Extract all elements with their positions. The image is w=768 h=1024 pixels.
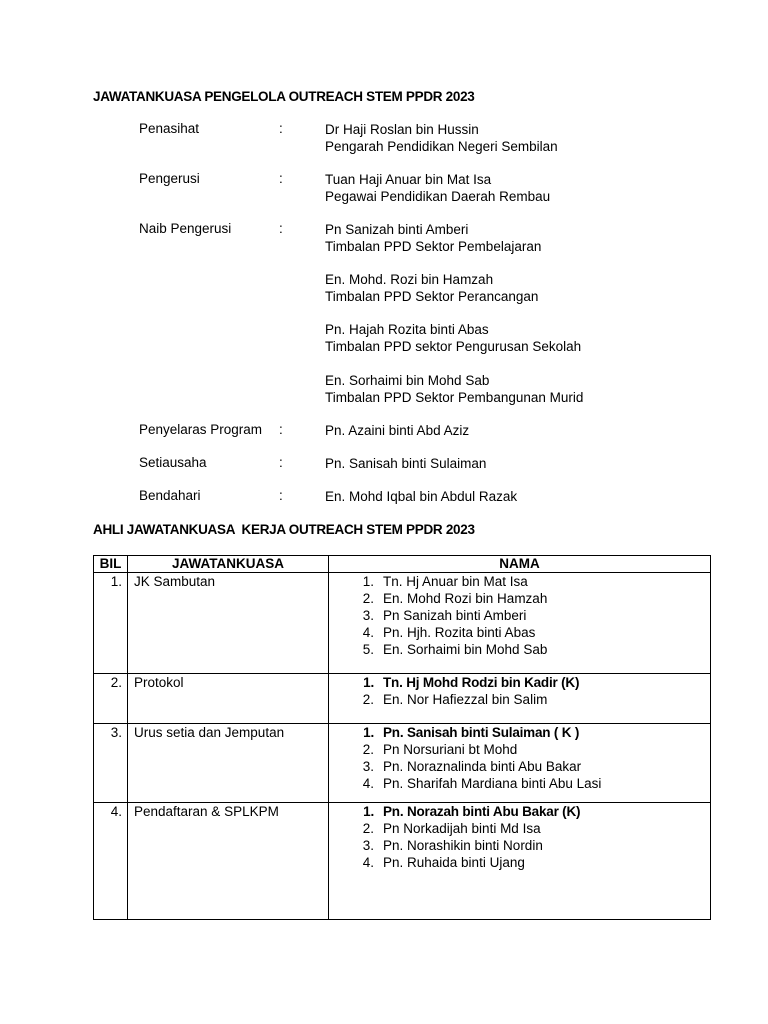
table-title: AHLI JAWATANKUASA KERJA OUTREACH STEM PPDR 2023 xyxy=(93,522,475,537)
list-item xyxy=(329,820,710,837)
role-penyelaras-program: Penyelaras Program xyxy=(139,422,263,437)
person-naib-pengerusi-1 xyxy=(325,221,541,255)
row-members xyxy=(329,573,711,674)
person-penyelaras-program xyxy=(325,422,469,439)
list-item xyxy=(329,641,710,658)
list-item xyxy=(329,724,710,741)
list-item xyxy=(329,775,710,792)
person-naib-pengerusi-4 xyxy=(325,372,583,406)
person-line: Pengarah Pendidikan Negeri Sembilan xyxy=(325,139,558,154)
main-title: JAWATANKUASA PENGELOLA OUTREACH STEM PPDR 2023 xyxy=(93,89,475,104)
list-item xyxy=(329,741,710,758)
member-name: Tn. Hj Anuar bin Mat Isa xyxy=(383,574,528,589)
person-bendahari xyxy=(325,488,517,505)
person-penasihat xyxy=(325,121,558,155)
person-line: Timbalan PPD Sektor Pembelajaran xyxy=(325,239,542,254)
colon-naib-pengerusi: : xyxy=(279,221,283,236)
row-members xyxy=(329,803,711,920)
member-name: En. Sorhaimi bin Mohd Sab xyxy=(383,642,548,657)
member-number: 2. xyxy=(362,821,374,836)
member-name: Pn. Ruhaida binti Ujang xyxy=(383,855,525,870)
list-item xyxy=(329,607,710,624)
member-name: Pn. Noraznalinda binti Abu Bakar xyxy=(383,759,582,774)
list-item xyxy=(329,691,710,708)
role-pengerusi: Pengerusi xyxy=(139,171,200,186)
role-naib-pengerusi: Naib Pengerusi xyxy=(139,221,232,236)
list-item xyxy=(329,624,710,641)
member-name: Pn. Norazah binti Abu Bakar (K) xyxy=(383,804,581,819)
person-setiausaha xyxy=(325,455,486,472)
member-number: 1. xyxy=(363,725,374,740)
member-name: Pn. Sanisah binti Sulaiman ( K ) xyxy=(383,725,580,740)
person-pengerusi xyxy=(325,171,550,205)
colon-bendahari: : xyxy=(279,488,283,503)
member-number: 1. xyxy=(363,675,374,690)
person-naib-pengerusi-3 xyxy=(325,321,581,355)
person-line: Timbalan PPD Sektor Perancangan xyxy=(325,289,539,304)
person-line: Pn. Sanisah binti Sulaiman xyxy=(325,456,487,471)
table-header-row xyxy=(94,556,711,573)
row-bil: 3. xyxy=(94,724,128,803)
list-item xyxy=(329,854,710,871)
header-nama: NAMA xyxy=(329,556,711,573)
table-row xyxy=(94,803,711,920)
row-bil: 2. xyxy=(94,674,128,724)
member-number: 3. xyxy=(362,759,374,774)
person-line: En. Sorhaimi bin Mohd Sab xyxy=(325,373,490,388)
member-name: Pn Norkadijah binti Md Isa xyxy=(383,821,541,836)
header-bil: BIL xyxy=(94,556,128,573)
list-item xyxy=(329,573,710,590)
row-members xyxy=(329,674,711,724)
member-name: Pn. Norashikin binti Nordin xyxy=(383,838,543,853)
member-name: En. Mohd Rozi bin Hamzah xyxy=(383,591,548,606)
role-setiausaha: Setiausaha xyxy=(139,455,207,470)
list-item xyxy=(329,758,710,775)
member-name: Pn. Hjh. Rozita binti Abas xyxy=(383,625,536,640)
member-number: 5. xyxy=(362,642,374,657)
header-jawatankuasa: JAWATANKUASA xyxy=(128,556,329,573)
table-row xyxy=(94,674,711,724)
person-line: Pn Sanizah binti Amberi xyxy=(325,222,469,237)
row-members xyxy=(329,724,711,803)
member-number: 1. xyxy=(363,804,374,819)
colon-setiausaha: : xyxy=(279,455,283,470)
member-number: 2. xyxy=(362,591,374,606)
person-line: Tuan Haji Anuar bin Mat Isa xyxy=(325,172,492,187)
list-item xyxy=(329,590,710,607)
row-bil: 4. xyxy=(94,803,128,920)
person-line: Pn. Azaini binti Abd Aziz xyxy=(325,423,470,438)
member-number: 2. xyxy=(362,692,374,707)
person-line: Pn. Hajah Rozita binti Abas xyxy=(325,322,489,337)
person-line: Timbalan PPD Sektor Pembangunan Murid xyxy=(325,390,584,405)
row-committee: Urus setia dan Jemputan xyxy=(128,724,329,803)
person-line: Timbalan PPD sektor Pengurusan Sekolah xyxy=(325,339,582,354)
table-row xyxy=(94,573,711,674)
person-naib-pengerusi-2 xyxy=(325,271,538,305)
member-name: Pn Norsuriani bt Mohd xyxy=(383,742,518,757)
list-item xyxy=(329,837,710,854)
row-bil: 1. xyxy=(94,573,128,674)
row-committee: JK Sambutan xyxy=(128,573,329,674)
member-number: 2. xyxy=(362,742,374,757)
member-number: 4. xyxy=(362,776,374,791)
committee-table xyxy=(93,555,711,920)
member-number: 4. xyxy=(362,625,374,640)
person-line: Dr Haji Roslan bin Hussin xyxy=(325,122,479,137)
colon-penyelaras-program: : xyxy=(279,422,283,437)
member-name: Pn. Sharifah Mardiana binti Abu Lasi xyxy=(383,776,602,791)
person-line: En. Mohd. Rozi bin Hamzah xyxy=(325,272,494,287)
row-committee: Pendaftaran & SPLKPM xyxy=(128,803,329,920)
member-number: 4. xyxy=(362,855,374,870)
role-penasihat: Penasihat xyxy=(139,121,200,136)
member-name: En. Nor Hafiezzal bin Salim xyxy=(383,692,548,707)
role-bendahari: Bendahari xyxy=(139,488,201,503)
member-name: Tn. Hj Mohd Rodzi bin Kadir (K) xyxy=(383,675,580,690)
list-item xyxy=(329,803,710,820)
row-committee: Protokol xyxy=(128,674,329,724)
person-line: Pegawai Pendidikan Daerah Rembau xyxy=(325,189,551,204)
member-number: 1. xyxy=(362,574,374,589)
colon-pengerusi: : xyxy=(279,171,283,186)
member-name: Pn Sanizah binti Amberi xyxy=(383,608,527,623)
list-item xyxy=(329,674,710,691)
colon-penasihat: : xyxy=(279,121,283,136)
member-number: 3. xyxy=(362,838,374,853)
member-number: 3. xyxy=(362,608,374,623)
person-line: En. Mohd Iqbal bin Abdul Razak xyxy=(325,489,518,504)
table-row xyxy=(94,724,711,803)
